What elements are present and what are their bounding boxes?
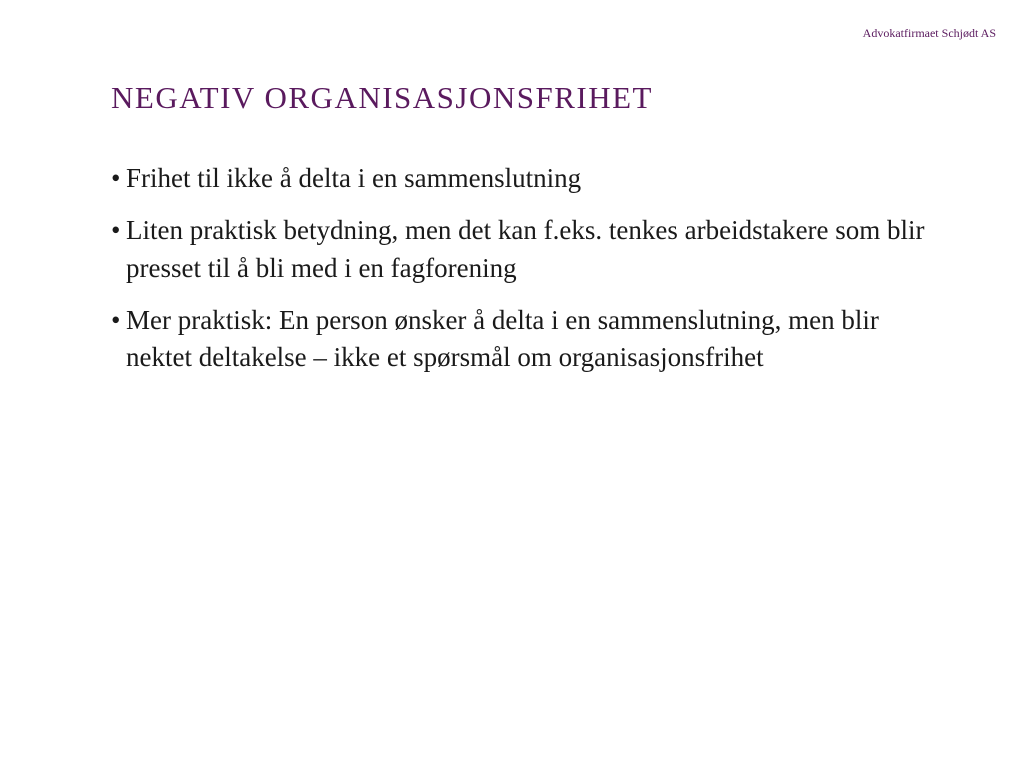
bullet-dot-icon: • [111, 304, 121, 335]
bullet-dot-icon: • [111, 215, 121, 245]
bullet-item [111, 212, 941, 287]
bullet-text: Mer praktisk: En person ønsker å delta i en sammenslutning, men blir nektet deltakelse – ikke et spørsmål om organisasjonsfrihet [126, 304, 879, 372]
bullet-item [111, 302, 941, 377]
bullet-text: Frihet til ikke å delta i en sammenslutning [126, 163, 582, 193]
slide-title: NEGATIV ORGANISASJONSFRIHET [111, 80, 653, 115]
company-name: Advokatfirmaet Schjødt AS [862, 26, 996, 40]
bullet-text: Liten praktisk betydning, men det kan f.eks. tenkes arbeidstakere som blir presset til å bli med i en fagforening [126, 215, 925, 283]
bullet-list [111, 160, 941, 391]
bullet-item [111, 160, 941, 198]
bullet-dot-icon: • [111, 163, 121, 193]
